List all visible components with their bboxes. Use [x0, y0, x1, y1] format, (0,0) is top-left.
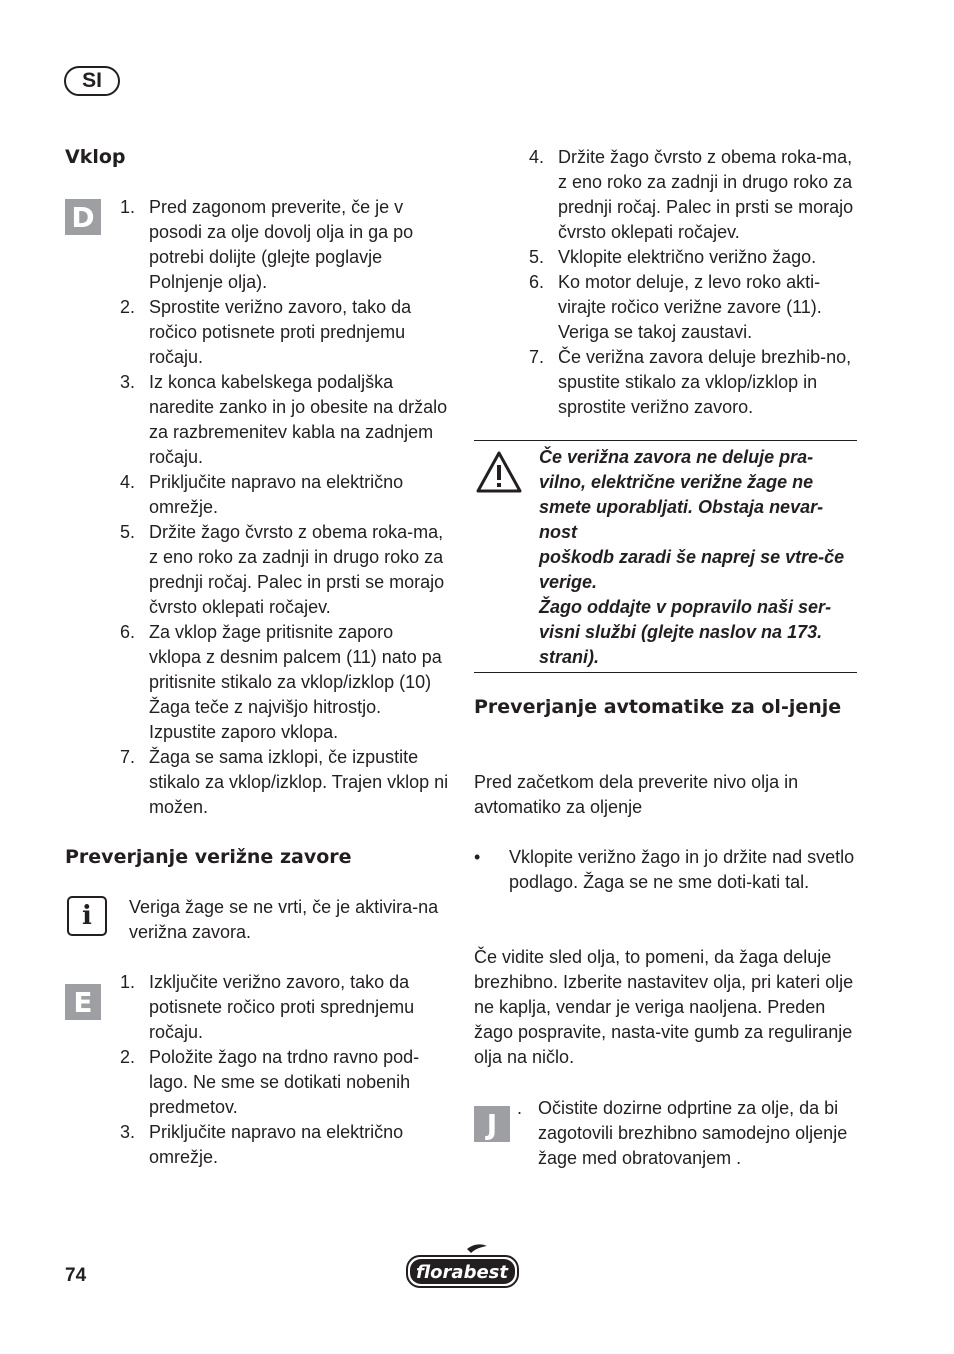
vklop-steps-list — [120, 195, 450, 820]
list-item: 3. Iz konca kabelskega podaljška naredite zanko in jo obesite na držalo za razbremenitev kabla na zadnjem ročaju. — [120, 372, 448, 467]
zavora-steps-list — [120, 970, 450, 1170]
section-title-vklop: Vklop — [65, 146, 126, 168]
list-item: 2. Sprostite verižno zavoro, tako da ročico potisnete proti prednjemu ročaju. — [120, 297, 412, 367]
list-item: 4. Priključite napravo na električno omrežje. — [120, 472, 404, 517]
section-title-olje: Preverjanje avtomatike za ol-jenje — [474, 696, 842, 718]
list-item: 1. Izključite verižno zavoro, tako da potisnete ročico proti sprednjemu ročaju. — [120, 972, 415, 1042]
list-item: 1. Pred zagonom preverite, če je v posodi za olje dovolj olja in ga po potrebi dolijte (glejte poglavje Polnjenje olja). — [120, 197, 414, 292]
warning-top-rule — [474, 440, 857, 441]
zavora-steps-continued — [529, 145, 859, 420]
olje-final-step: Očistite dozirne odprtine za olje, da bi zagotovili brezhibno samodejno oljenje žage med obratovanjem . — [538, 1098, 848, 1168]
language-code: SI — [82, 69, 102, 92]
list-item: 6. Ko motor deluje, z levo roko akti-virajte ročico verižne zavore (11). Veriga se takoj zaustavi. — [529, 272, 822, 342]
info-note: Veriga žage se ne vrti, če je aktivira-na verižna zavora. — [129, 897, 439, 942]
info-icon: i — [67, 896, 107, 936]
page-number: 74 — [65, 1265, 87, 1286]
list-item: 3. Priključite napravo na električno omrežje. — [120, 1122, 404, 1167]
list-item: 5. Vklopite električno verižno žago. — [529, 247, 817, 267]
warning-bottom-rule — [474, 672, 857, 673]
step-badge-j: J — [474, 1106, 510, 1142]
section-title-zavora: Preverjanje verižne zavore — [65, 846, 352, 868]
list-item: 4. Držite žago čvrsto z obema roka-ma, z eno roko za zadnji in drugo roko za prednji ročaj. Palec in prsti se morajo čvrsto oklepati ročajev. — [529, 147, 854, 242]
florabest-logo — [405, 1243, 520, 1289]
list-item: 7. Žaga se sama izklopi, če izpustite stikalo za vklop/izklop. Trajen vklop ni možen. — [120, 747, 449, 817]
language-badge — [64, 66, 120, 96]
olje-paragraph: Če vidite sled olja, to pomeni, da žaga deluje brezhibno. Izberite nastavitev olja, pri kateri olje ne kaplja, vendar je veriga naoljena. Preden žago pospravite, nasta-vite gumb za reguliranje olja na ničlo. — [474, 947, 854, 1067]
list-item: 2. Položite žago na trdno ravno pod-lago. Ne sme se dotikati nobenih predmetov. — [120, 1047, 420, 1117]
step-dot: . — [517, 1098, 523, 1118]
list-item: 6. Za vklop žage pritisnite zaporo vklopa z desnim palcem (11) nato pa pritisnite stikalo za vklop/izklop (10) Žaga teče z najvišjo hitrostjo. Izpustite zaporo vklopa. — [120, 622, 442, 742]
svg-text:florabest: florabest — [416, 1262, 508, 1283]
list-item: • Vklopite verižno žago in jo držite nad svetlo podlago. Žaga se ne sme doti-kati tal. — [474, 847, 855, 892]
olje-intro: Pred začetkom dela preverite nivo olja in avtomatiko za oljenje — [474, 772, 799, 817]
step-badge-d: D — [65, 199, 101, 235]
warning-text: Če verižna zavora ne deluje pra-vilno, električne verižne žage ne smete uporabljati. Obstaja nevar-nost poškodb zaradi še naprej se vtre-če verige. Žago oddajte v popravilo naši ser-visni službi (glejte naslov na 173. strani). — [539, 447, 845, 667]
list-item: 7. Če verižna zavora deluje brezhib-no, spustite stikalo za vklop/izklop in sprostite verižno zavoro. — [529, 347, 852, 417]
warning-triangle-icon — [475, 450, 523, 494]
step-badge-e: E — [65, 984, 101, 1020]
list-item: 5. Držite žago čvrsto z obema roka-ma, z eno roko za zadnji in drugo roko za prednji ročaj. Palec in prsti se morajo čvrsto oklepati ročajev. — [120, 522, 445, 617]
